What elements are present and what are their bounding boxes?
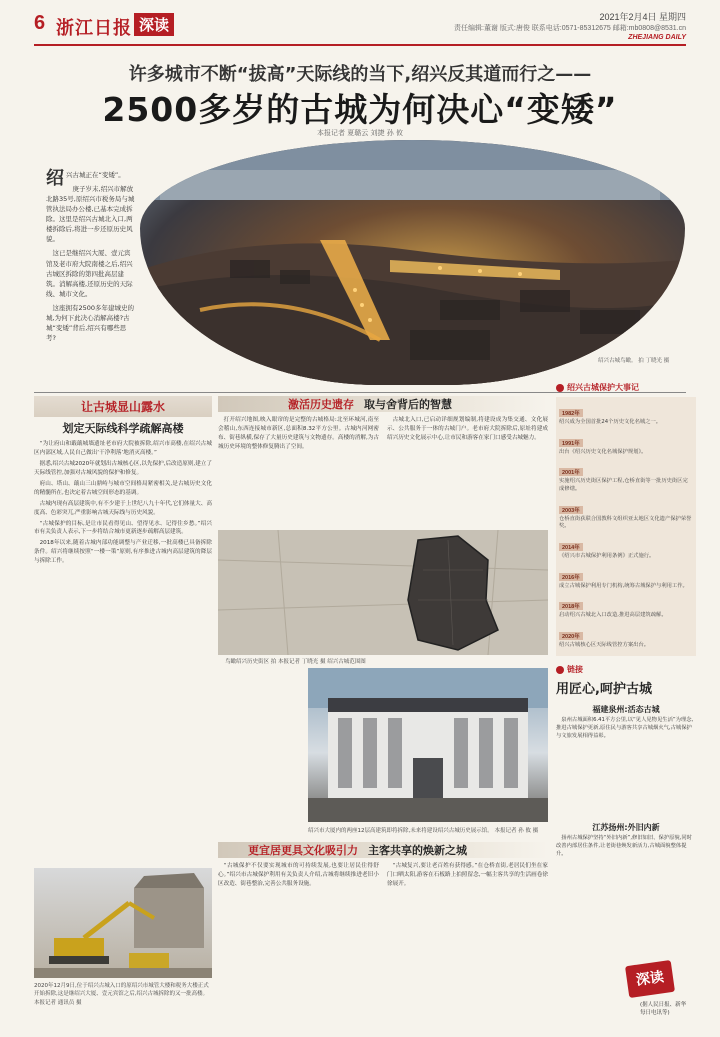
timeline-year: 2003年: [559, 506, 583, 514]
article-paragraph: 2018年以来,随着古城内部功能调整与产业迁移,一批高楼已具备拆除条件。绍兴将继续按照“一楼一策”原则,有序推进古城内高层建筑的降层与拆除工作。: [34, 540, 212, 565]
timeline-header: [556, 382, 696, 393]
timeline-text: 绍兴古城核心区天际线管控方案出台。: [559, 642, 650, 649]
timeline-year: 2016年: [559, 573, 583, 581]
timeline-sidebar: [556, 382, 696, 656]
page-number: 6: [34, 12, 46, 34]
timeline-year: 2018年: [559, 602, 583, 610]
link-title: 用匠心,呵护古城: [556, 682, 652, 697]
article-column: [218, 416, 379, 454]
timeline-text: 《绍兴市古城保护利用条例》正式施行。: [559, 553, 655, 560]
timeline-year: 1991年: [559, 439, 583, 447]
map-illustration: [218, 530, 548, 655]
link-label: 链接: [567, 665, 583, 674]
article-paragraph: 古城内现有高层建筑中,有不少建于上世纪八九十年代,它们体量大、高度高、色彩突兀,严重影响古城天际线与历史风貌。: [34, 500, 212, 516]
link-body-quanzhou: [556, 716, 696, 741]
article-paragraph: 扬州古城保护坚持“外旧内新”,修旧如旧、保护原貌,同时改善内部居住条件,让老街巷焕发新活力,古城面貌整体提升。: [556, 835, 692, 858]
issue-date: 2021年2月4日 星期四: [599, 12, 686, 22]
intro-lead: 兴古城正在“变矮”。: [66, 171, 125, 179]
paper-english-name: ZHEJIANG DAILY: [628, 34, 686, 41]
intro-column: [46, 170, 136, 347]
article-column: [387, 416, 548, 454]
paper-name: 浙江日报: [56, 18, 132, 39]
timeline-text: 绍兴成为全国首批24个历史文化名城之一。: [559, 419, 662, 425]
link-subtitle-quanzhou: 福建泉州:活态古城: [592, 705, 660, 714]
link-subtitle-yangzhou: 江苏扬州:外旧内新: [592, 823, 660, 832]
timeline-text: 启动绍兴古城北入口改造,推进高层建筑疏解。: [559, 612, 667, 619]
timeline-item: [559, 564, 693, 591]
timeline-item: [559, 497, 693, 531]
middle-section-subtitle: 取与舍背后的智慧: [364, 398, 452, 411]
map-caption: 鸟瞰绍兴历史街区 拍 本报记者 丁晓光 摄 绍兴古城范围图: [225, 659, 366, 665]
lower-section-subtitle: 主客共享的焕新之城: [368, 844, 467, 857]
building-illustration: [308, 668, 548, 822]
timeline-text: 出台《绍兴历史文化名城保护规划》。: [559, 448, 647, 455]
article-paragraph: 打开绍兴地图,映入眼帘的是完整的古城格局:北至环城河,南至会稽山,东西连接城市新区,总面积8.32平方公里。古城内河网密布、街巷纵横,保存了大量历史建筑与文物遗存。高楼的消解,为古城历史环境的整体修复腾出了空间。: [218, 417, 379, 450]
masthead: [34, 10, 686, 46]
link-body-yangzhou: [556, 834, 696, 859]
timeline-item: [559, 534, 693, 561]
article-paragraph: “古城复兴,要让老百姓有获得感。”在仓桥直街,老居民们坐在家门口晒太阳,游客在石板路上拍照留念,一幅主客共享的生活画卷徐徐展开。: [387, 863, 548, 887]
headline-kicker: 许多城市不断“拔高”天际线的当下,绍兴反其道而行之——: [128, 64, 592, 85]
middle-article: [218, 396, 548, 454]
source-note: (据人民日报、新华每日电讯等): [640, 1002, 687, 1016]
building-caption: 绍兴市大厦内的两座12层高建筑即将拆除,未来将建设绍兴古城历史展示馆。 本报记者 孙 攸 摄: [308, 828, 539, 834]
bullet-icon: [556, 666, 564, 674]
intro-paragraph: 这座拥有2500多年建城史的城,为何下此决心消解高楼?古城“变矮”背后,绍兴有哪些思考?: [46, 303, 135, 342]
timeline-item: [559, 430, 693, 457]
lower-section-header: [218, 842, 548, 858]
lower-section-title: 更宜居更具文化吸引力: [248, 844, 358, 857]
section-tag: 深读: [134, 13, 174, 36]
middle-section-title: 激活历史遗存: [288, 398, 354, 411]
page-title: 2500多岁的古城为何决心“变矮”: [102, 90, 618, 129]
timeline-year: 1982年: [559, 409, 583, 417]
demolition-caption: 2020年12月9日,位于绍兴古城入口的原绍兴市城管大楼和税务大楼正式开始拆除,这是继绍兴大厦、壹元宾馆之后,绍兴古城拆除的又一批高楼。 本报记者 通讯员 摄: [34, 983, 209, 1006]
timeline-item: [559, 459, 693, 493]
article-column: [387, 862, 548, 891]
bullet-icon: [556, 384, 564, 392]
timeline-year: 2014年: [559, 543, 583, 551]
article-column: [218, 862, 379, 891]
editor-credits: 责任编辑:董谢 版式:唐俊 联系电话:0571-85312675 邮箱:mb0808@8531.cn: [454, 25, 686, 32]
middle-section-header: [218, 396, 548, 412]
timeline-item: [559, 400, 693, 427]
link-header: [556, 664, 583, 675]
left-article-body: [34, 440, 212, 566]
article-paragraph: 泉州古城面积6.41平方公里,以“见人见物见生活”为理念,推进古城保护更新,原住民与游客共享古城烟火气,古城保护与文旅发展相得益彰。: [556, 717, 694, 740]
hero-aerial-photo: [140, 140, 685, 385]
middle-lower-article: [218, 842, 548, 891]
old-town-map: [218, 530, 548, 655]
intro-paragraph: 这已是继绍兴大厦、壹元宾馆及老市府大院南楼之后,绍兴古城区拆除的第四批高层建筑。消解高楼,还原历史的天际线、城市文化。: [46, 249, 133, 298]
timeline-year: 2001年: [559, 468, 583, 476]
old-town-illustration: [140, 140, 685, 385]
left-section-subtitle: 划定天际线科学疏解高楼: [62, 422, 184, 435]
timeline-year: 2020年: [559, 632, 583, 640]
article-paragraph: “为让府山和蕺蕺城墙遗址老市府大院被拆除,绍兴市高楼,在绍兴古城区内部区域,人民自己做出‘干净利落’地消灭高楼。”: [34, 441, 212, 456]
timeline-item: [559, 623, 693, 650]
timeline-item: [559, 593, 693, 620]
timeline-text: 仓桥直街获联合国教科文组织亚太地区文化遗产保护荣誉奖。: [559, 515, 692, 530]
byline: 本报记者 夏璐云 刘捷 孙 攸: [317, 129, 403, 137]
hero-caption: 绍兴古城鸟瞰。 拍 丁晓光 摄: [598, 358, 670, 364]
dropcap: 绍: [46, 168, 64, 189]
demolition-photo: [34, 868, 212, 978]
article-paragraph: “古城保护不仅要实现城市的可持续发展,也要让居民住得舒心。”绍兴市古城保护利用有关负责人介绍,古城将继续推进老旧小区改造、街巷整治,完善公共服务设施。: [218, 863, 379, 887]
left-section-title: 让古城显山露水: [34, 396, 212, 417]
article-paragraph: “古城保护的目标,是让市民看得见山、望得见水、记得住乡愁。”绍兴市有关负责人表示,下一步将结合城市更新逐步疏解高层建筑。: [34, 520, 212, 536]
excavator-illustration: [34, 868, 212, 978]
timeline-text: 成立古城保护利用专门机构,统筹古城保护与利用工作。: [559, 582, 688, 589]
article-paragraph: 据悉,绍兴古城2020年就划出古城核心区,以先保护,后改造原则,建立了天际线管控,加强对古城风貌的保护和修复。: [34, 460, 212, 476]
left-article: [34, 396, 212, 568]
timeline-text: 实施绍兴历史街区保护工程,仓桥直街等一批历史街区完成修缮。: [559, 478, 688, 493]
article-paragraph: 古城北入口,已启动详细规划编制,将建设成为集交通、文化展示、公共服务于一体的古城门户。老市府大院拆除后,原址将建成绍兴历史文化展示中心,让市民和游客在家门口感受古城魅力。: [387, 417, 548, 441]
timeline-title: 绍兴古城保护大事记: [567, 383, 639, 392]
building-photo: [308, 668, 548, 822]
section-stamp: 深读: [625, 960, 675, 998]
intro-paragraph: 庚子岁末,绍兴市解放北路35号,原绍兴市税务局与城管执法局办公楼,已基本完成拆除。这里是绍兴古城北入口,两楼拆除后,将进一步还原历史风貌。: [46, 185, 135, 244]
timeline-list: [556, 397, 696, 656]
article-paragraph: 府山、塔山、蕺山三山鼎峙与城市空间格局紧密相关,是古城历史文化的精髓所在,也决定着古城空间形态的基调。: [34, 480, 212, 496]
